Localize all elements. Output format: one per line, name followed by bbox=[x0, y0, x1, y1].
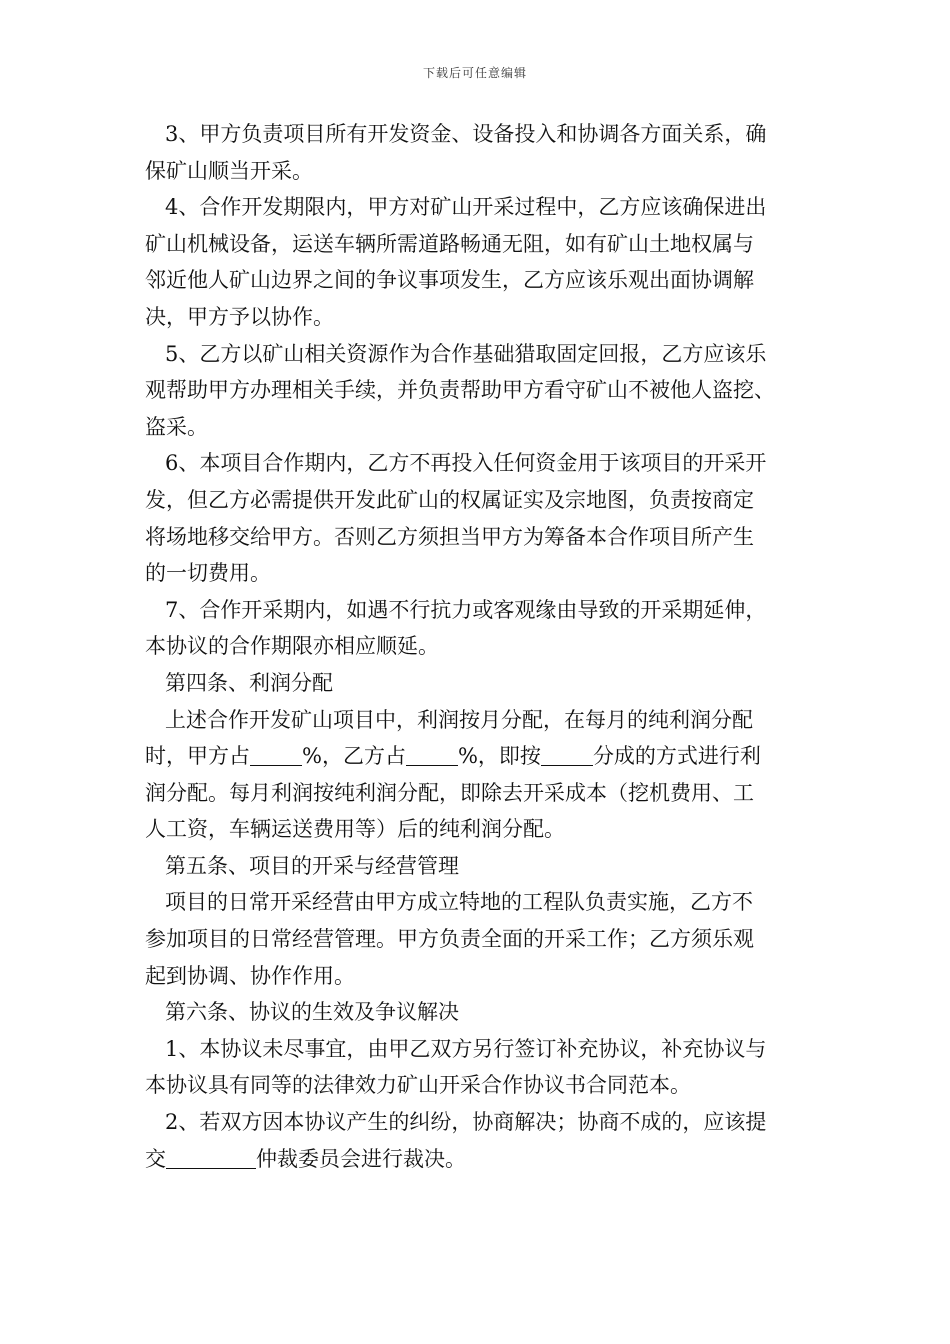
profit-text-d: 分成的方式进行利 bbox=[592, 744, 761, 769]
management-line-3: 起到协调、协作作用。 bbox=[145, 963, 355, 988]
effect-clause-1-line-1: 1、本协议未尽事宜，由甲乙双方另行签订补充协议，补充协议与 bbox=[165, 1036, 767, 1061]
profit-text-c: %，即按 bbox=[457, 744, 541, 769]
section-heading-effect: 第六条、协议的生效及争议解决 bbox=[165, 1000, 459, 1025]
profit-line-4: 人工资，车辆运送费用等）后的纯利润分配。 bbox=[145, 817, 565, 842]
document-body bbox=[145, 116, 815, 1177]
clause-4-line-4: 决，甲方予以协作。 bbox=[145, 304, 334, 329]
arbitration-text-b: 仲裁委员会进行裁决。 bbox=[256, 1146, 466, 1171]
clause-7-line-2: 本协议的合作期限亦相应顺延。 bbox=[145, 634, 439, 659]
clause-6-line-2: 发，但乙方必需提供开发此矿山的权属证实及宗地图，负责按商定 bbox=[145, 487, 754, 512]
effect-clause-2-line-2 bbox=[145, 1141, 815, 1178]
section-heading-profit: 第四条、利润分配 bbox=[165, 670, 333, 695]
profit-line-1: 上述合作开发矿山项目中，利润按月分配，在每月的纯利润分配 bbox=[165, 707, 753, 732]
management-line-1: 项目的日常开采经营由甲方成立特地的工程队负责实施，乙方不 bbox=[165, 890, 753, 915]
section-heading-management: 第五条、项目的开采与经营管理 bbox=[165, 853, 459, 878]
profit-text-b: %，乙方占 bbox=[302, 744, 406, 769]
management-line-2: 参加项目的日常经营管理。甲方负责全面的开采工作；乙方须乐观 bbox=[145, 927, 754, 952]
clause-5-line-2: 观帮助甲方办理相关手续，并负责帮助甲方看守矿山不被他人盗挖、 bbox=[145, 378, 775, 403]
profit-text-a: 时，甲方占 bbox=[145, 744, 250, 769]
effect-clause-1-line-2: 本协议具有同等的法律效力矿山开采合作协议书合同范本。 bbox=[145, 1073, 691, 1098]
clause-4-line-3: 邻近他人矿山边界之间的争议事项发生，乙方应该乐观出面协调解 bbox=[145, 268, 754, 293]
profit-line-3: 润分配。每月利润按纯利润分配，即除去开采成本（挖机费用、工 bbox=[145, 780, 754, 805]
clause-3-line-1: 3、甲方负责项目所有开发资金、设备投入和协调各方面关系，确 bbox=[165, 122, 767, 146]
clause-6-line-3: 将场地移交给甲方。否则乙方须担当甲方为筹备本合作项目所产生 bbox=[145, 524, 754, 549]
clause-5-line-1: 5、乙方以矿山相关资源作为合作基础猎取固定回报，乙方应该乐 bbox=[165, 341, 767, 366]
clause-6-line-1: 6、本项目合作期内，乙方不再投入任何资金用于该项目的开采开 bbox=[165, 451, 767, 476]
page-header: 下载后可任意编辑 bbox=[422, 66, 527, 80]
arbitration-text-a: 交 bbox=[145, 1146, 166, 1171]
party-a-share-blank bbox=[250, 743, 302, 766]
party-b-share-blank bbox=[406, 743, 458, 766]
clause-4-line-1: 4、合作开发期限内，甲方对矿山开采过程中，乙方应该确保进出 bbox=[165, 195, 767, 220]
clause-7-line-1: 7、合作开采期内，如遇不行抗力或客观缘由导致的开采期延伸， bbox=[165, 597, 767, 622]
profit-line-2 bbox=[145, 738, 815, 775]
clause-3-line-2: 保矿山顺当开采。 bbox=[145, 158, 313, 183]
clause-4-line-2: 矿山机械设备，运送车辆所需道路畅通无阻，如有矿山土地权属与 bbox=[145, 231, 754, 256]
effect-clause-2-line-1: 2、若双方因本协议产生的纠纷，协商解决；协商不成的，应该提 bbox=[165, 1110, 767, 1135]
ratio-blank bbox=[541, 743, 593, 766]
clause-5-line-3: 盗采。 bbox=[145, 414, 208, 439]
arbitration-committee-blank bbox=[166, 1146, 256, 1169]
clause-6-line-4: 的一切费用。 bbox=[145, 561, 271, 586]
